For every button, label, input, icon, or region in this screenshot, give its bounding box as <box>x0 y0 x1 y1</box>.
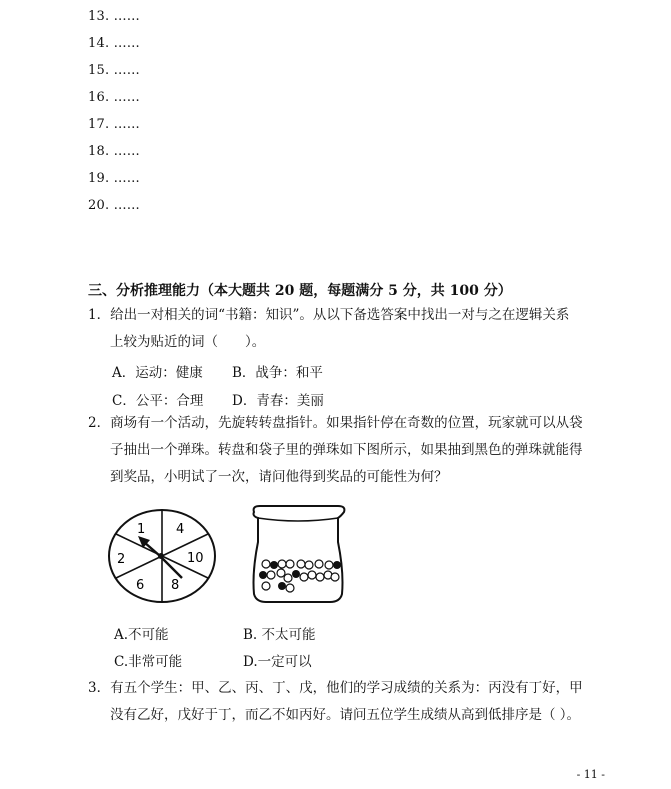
question-1 <box>88 302 598 356</box>
question-1-line1: 1．给出一对相关的词“书籍：知识”。从以下备选答案中找出一对与之在逻辑关系 <box>88 307 570 323</box>
black-marble <box>259 571 267 579</box>
white-marble <box>284 574 292 582</box>
question-2-option-b: B. 不太可能 <box>243 627 316 643</box>
white-marble <box>286 560 294 568</box>
question-1-line2: 上较为贴近的词（ ）。 <box>110 334 266 350</box>
black-marble <box>292 570 300 578</box>
white-marble <box>267 571 275 579</box>
white-marble <box>262 582 270 590</box>
list-item: 20. …… <box>88 198 141 213</box>
white-marble <box>331 573 339 581</box>
white-marble <box>297 560 305 568</box>
white-marble <box>277 569 285 577</box>
question-3 <box>88 675 598 729</box>
spinner-pointer-tail <box>160 556 182 578</box>
question-1-option-b: B．战争：和平 <box>232 365 323 381</box>
question-1-option-d: D．青春：美丽 <box>232 393 324 409</box>
question-2-line3: 到奖品，小明试了一次，请问他得到奖品的可能性为何？ <box>110 469 448 485</box>
white-marble <box>308 571 316 579</box>
white-marble <box>325 561 333 569</box>
black-marble <box>333 561 341 569</box>
list-item: 19. …… <box>88 171 141 186</box>
question-2-line1: 2．商场有一个活动，先旋转转盘指针。如果指针停在奇数的位置，玩家就可以从袋 <box>88 415 583 431</box>
black-marble <box>270 561 278 569</box>
page-number: - 11 - <box>576 768 605 781</box>
spinner-number: 8 <box>171 578 180 593</box>
question-1-option-a: A．运动：健康 <box>112 365 203 381</box>
spinner-figure <box>106 506 218 606</box>
spinner-number: 4 <box>176 522 185 537</box>
list-item: 18. …… <box>88 144 141 159</box>
list-item: 14. …… <box>88 36 141 51</box>
white-marble <box>262 560 270 568</box>
question-2-option-c: C.非常可能 <box>114 654 183 670</box>
question-1-option-c: C．公平：合理 <box>112 393 204 409</box>
marble-bag-figure <box>246 502 352 606</box>
question-3-line2: 没有乙好，戊好于丁，而乙不如丙好。请问五位学生成绩从高到低排序是（ ）。 <box>110 707 581 723</box>
white-marble <box>316 573 324 581</box>
white-marble <box>278 560 286 568</box>
white-marble <box>305 561 313 569</box>
black-marble <box>278 582 286 590</box>
list-item: 17. …… <box>88 117 141 132</box>
white-marble <box>315 560 323 568</box>
white-marble <box>300 573 308 581</box>
list-item: 13. …… <box>88 9 141 24</box>
spinner-number: 6 <box>136 578 145 593</box>
white-marble <box>286 584 294 592</box>
spinner-number: 10 <box>187 551 204 566</box>
spinner-hub <box>158 553 164 559</box>
question-2 <box>88 410 598 491</box>
question-3-line1: 3．有五个学生：甲、乙、丙、丁、戊，他们的学习成绩的关系为：丙没有丁好，甲 <box>88 680 583 696</box>
list-item: 15. …… <box>88 63 141 78</box>
spinner-number: 1 <box>137 522 146 537</box>
question-2-line2: 子抽出一个弹珠。转盘和袋子里的弹珠如下图所示，如果抽到黑色的弹珠就能得 <box>110 442 583 458</box>
list-item: 16. …… <box>88 90 141 105</box>
section-title: 三、分析推理能力（本大题共 20 题，每题满分 5 分，共 100 分） <box>88 283 512 299</box>
question-2-option-d: D.一定可以 <box>243 654 312 670</box>
question-2-option-a: A.不可能 <box>114 627 169 643</box>
spinner-number: 2 <box>117 552 126 567</box>
